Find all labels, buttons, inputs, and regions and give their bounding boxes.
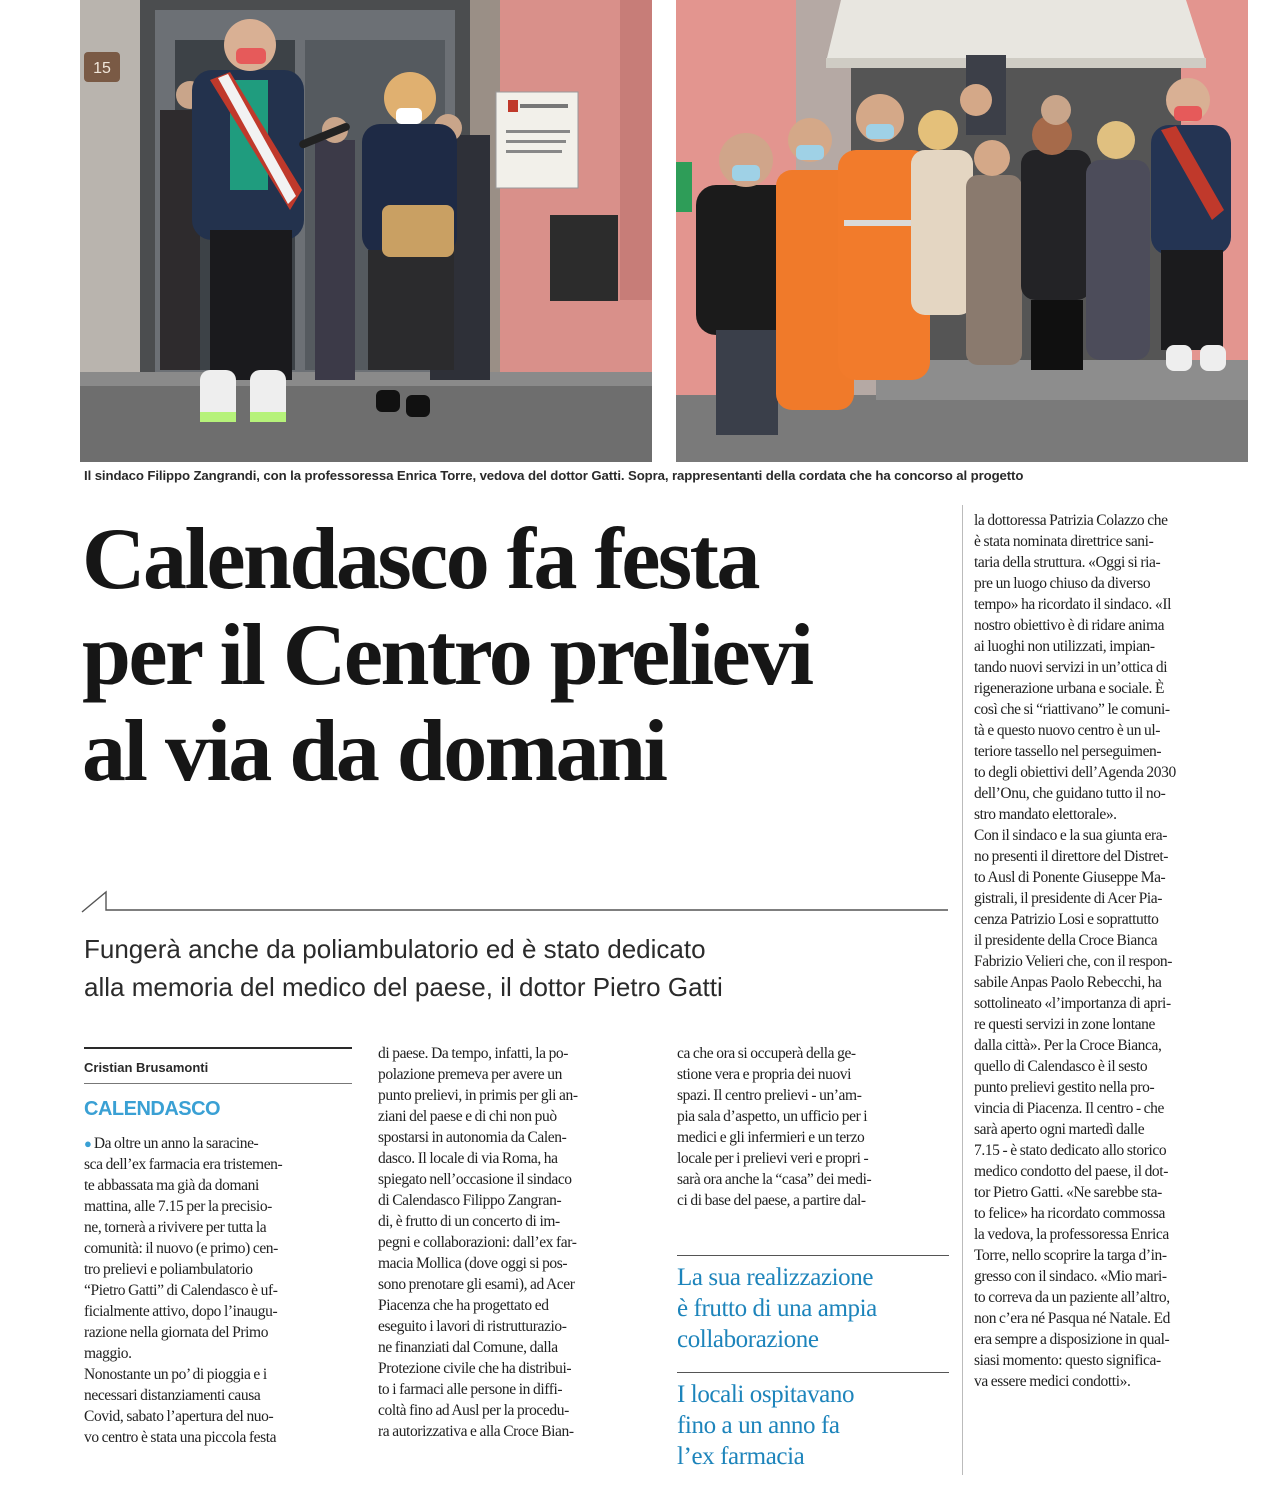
article-line: comunità: il nuovo (e primo) cen- (84, 1240, 278, 1257)
article-line: spostarsi in autonomia da Calen- (378, 1129, 567, 1146)
article-line: tà e questo nuovo centro è un ul- (974, 722, 1161, 739)
svg-text:15: 15 (93, 60, 111, 77)
article-line: to correva da un paziente all’altro, (974, 1289, 1170, 1306)
article-line: ne finanziati dal Comune, dalla (378, 1339, 558, 1356)
article-column-1 (84, 1133, 356, 1448)
article-line: cenza Patrizio Losi e soprattutto (974, 911, 1159, 928)
article-line: tro prelievi e poliambulatorio (84, 1261, 253, 1278)
article-line: ci di base del paese, a partire dal- (677, 1192, 866, 1209)
article-line: Da oltre un anno la saracine- (93, 1135, 259, 1152)
article-line: sabile Anpas Paolo Rebecchi, ha (974, 974, 1162, 991)
article-line: gistrali, il presidente di Acer Pia- (974, 890, 1162, 907)
subheadline-line: alla memoria del medico del paese, il dottor Pietro Gatti (84, 972, 723, 1002)
article-line: ziani del paese e di chi non può (378, 1108, 557, 1125)
article-line: razione nella giornata del Primo (84, 1324, 269, 1341)
article-line: te abbassata ma già da domani (84, 1177, 259, 1194)
photo-mayor-and-widow (80, 0, 652, 462)
article-line: to felice» ha ricordato commossa (974, 1205, 1165, 1222)
article-line: sca dell’ex farmacia era tristemen- (84, 1156, 283, 1173)
pull-quote-text (677, 1379, 949, 1472)
article-line: tando nuovi servizi in un’ottica di (974, 659, 1168, 676)
article-line: vo centro è stata una piccola festa (84, 1429, 277, 1446)
article-line: maggio. (84, 1345, 132, 1362)
article-line: pre un luogo chiuso da diverso (974, 575, 1151, 592)
pull-quote-line: collaborazione (677, 1326, 819, 1353)
article-line: rigenerazione urbana e sociale. È (974, 680, 1165, 697)
article-line: coltà fino ad Ausl per la procedu- (378, 1402, 569, 1419)
article-line: Protezione civile che ha distribui- (378, 1360, 572, 1377)
article-line: taria della struttura. «Oggi si ria- (974, 554, 1161, 571)
article-line: dell’Onu, che guidano tutto il no- (974, 785, 1166, 802)
article-line: nostro obiettivo è di ridare anima (974, 617, 1165, 634)
byline-rule (84, 1047, 352, 1049)
article-line: mattina, alle 7.15 per la precisio- (84, 1198, 272, 1215)
article-line: pegni e collaborazioni: dall’ex far- (378, 1234, 577, 1251)
article-column-2 (378, 1043, 650, 1442)
article-line: va essere medici condotti». (974, 1373, 1131, 1390)
article-line: ai luoghi non utilizzati, impian- (974, 638, 1155, 655)
article-line: tempo» ha ricordato il sindaco. «Il (974, 596, 1171, 613)
article-line: dalla città». Per la Croce Bianca, (974, 1037, 1162, 1054)
column-divider (962, 505, 963, 1475)
article-column-3 (677, 1043, 949, 1211)
article-line: non c’era né Pasqua né Natale. Ed (974, 1310, 1170, 1327)
article-line: macia Mollica (dove oggi si pos- (378, 1255, 568, 1272)
article-line: “Pietro Gatti” di Calendasco è uf- (84, 1282, 278, 1299)
dateline-rule (84, 1083, 352, 1084)
article-line: locale per i prelievi veri e propri - (677, 1150, 869, 1167)
article-line: di Calendasco Filippo Zangran- (378, 1192, 562, 1209)
photo-caption: Il sindaco Filippo Zangrandi, con la professoressa Enrica Torre, vedova del dottor Gatti. Sopra, rappresentanti della cordata che ha concorso al progetto (84, 468, 1024, 483)
article-line: è stata nominata direttrice sani- (974, 533, 1154, 550)
photo-group-representatives (676, 0, 1248, 462)
article-line: stro mandato elettorale». (974, 806, 1117, 823)
article-line: sarà ora anche la “casa” dei medi- (677, 1171, 872, 1188)
article-line: il presidente della Croce Bianca (974, 932, 1158, 949)
article-line: sono prenotare gli esami), ad Acer (378, 1276, 575, 1293)
subheadline-line: Fungerà anche da poliambulatorio ed è stato dedicato (84, 934, 706, 964)
article-line: no presenti il direttore del Distret- (974, 848, 1169, 865)
article-line: Piacenza che ha progettato ed (378, 1297, 549, 1314)
article-line: così che si “riattivano” le comuni- (974, 701, 1170, 718)
article-line: to degli obiettivi dell’Agenda 2030 (974, 764, 1176, 781)
article-line: medici e gli infermieri e un terzo (677, 1129, 865, 1146)
article-line: quello di Calendasco è il sesto (974, 1058, 1148, 1075)
article-line: era sempre a disposizione in qual- (974, 1331, 1170, 1348)
article-line: sottolineato «l’importanza di apri- (974, 995, 1171, 1012)
article-line: teriore tassello nel perseguimen- (974, 743, 1162, 760)
pull-quote-line: fino a un anno fa (677, 1412, 840, 1439)
article-line: la vedova, la professoressa Enrica (974, 1226, 1169, 1243)
article-line: 7.15 - è stato dedicato allo storico (974, 1142, 1167, 1159)
article-line: Torre, nello scoprire la targa d’in- (974, 1247, 1167, 1264)
article-line: spazi. Il centro prelievi - un’am- (677, 1087, 862, 1104)
article-line: dasco. Il locale di via Roma, ha (378, 1150, 558, 1167)
article-line: di, è frutto di un concerto di im- (378, 1213, 560, 1230)
subheadline (84, 930, 954, 1006)
headline-line: per il Centro prelievi (82, 607, 812, 704)
article-column-4 (974, 510, 1246, 1392)
article-line: eseguito i lavori di ristrutturazio- (378, 1318, 567, 1335)
article-line: medico condotto del paese, il dot- (974, 1163, 1168, 1180)
article-line: tor Pietro Gatti. «Ne sarebbe sta- (974, 1184, 1162, 1201)
pull-quote-1 (677, 1255, 949, 1355)
headline (82, 512, 962, 800)
article-line: re questi servizi in zone lontane (974, 1016, 1155, 1033)
article-line: stione vera e propria dei nuovi (677, 1066, 852, 1083)
article-line: ra autorizzativa e alla Croce Bian- (378, 1423, 574, 1440)
article-line: punto prelievi, in primis per gli an- (378, 1087, 578, 1104)
article-line: necessari distanziamenti causa (84, 1387, 261, 1404)
article-line: spiegato nell’occasione il sindaco (378, 1171, 572, 1188)
article-line: la dottoressa Patrizia Colazzo che (974, 512, 1168, 529)
pull-quote-line: La sua realizzazione (677, 1264, 874, 1291)
article-line: Con il sindaco e la sua giunta era- (974, 827, 1167, 844)
subheadline-rule (80, 888, 948, 914)
pull-quote-line: I locali ospitavano (677, 1381, 855, 1408)
article-line: siasi momento: questo significa- (974, 1352, 1161, 1369)
dateline: CALENDASCO (84, 1098, 221, 1120)
article-line: gresso con il sindaco. «Mio mari- (974, 1268, 1167, 1285)
pull-quote-rule (677, 1372, 949, 1373)
article-line: sarà aperto ogni martedì dalle (974, 1121, 1145, 1138)
article-line: ne, tornerà a rivivere per tutta la (84, 1219, 267, 1236)
article-line: Fabrizio Velieri che, con il respon- (974, 953, 1173, 970)
article-line: ficialmente attivo, dopo l’inaugu- (84, 1303, 278, 1320)
article-line: vincia di Piacenza. Il centro - che (974, 1100, 1164, 1117)
article-line: punto prelievi gestito nella pro- (974, 1079, 1155, 1096)
bullet-icon: ● (84, 1136, 94, 1151)
article-line: pia sala d’aspetto, un ufficio per i (677, 1108, 868, 1125)
article-line: ca che ora si occuperà della ge- (677, 1045, 856, 1062)
pull-quote-line: è frutto di una ampia (677, 1295, 877, 1322)
pull-quote-rule (677, 1255, 949, 1256)
pull-quote-2 (677, 1372, 949, 1472)
article-line: di paese. Da tempo, infatti, la po- (378, 1045, 569, 1062)
headline-line: Calendasco fa festa (82, 511, 758, 608)
byline: Cristian Brusamonti (84, 1060, 209, 1075)
pull-quote-line: l’ex farmacia (677, 1443, 805, 1470)
pull-quote-text (677, 1262, 949, 1355)
article-line: to i farmaci alle persone in diffi- (378, 1381, 563, 1398)
article-line: Covid, sabato l’apertura del nuo- (84, 1408, 274, 1425)
headline-line: al via da domani (82, 703, 666, 800)
article-line: Nonostante un po’ di pioggia e i (84, 1366, 267, 1383)
article-line: polazione premeva per avere un (378, 1066, 562, 1083)
article-line: to Ausl di Ponente Giuseppe Ma- (974, 869, 1166, 886)
